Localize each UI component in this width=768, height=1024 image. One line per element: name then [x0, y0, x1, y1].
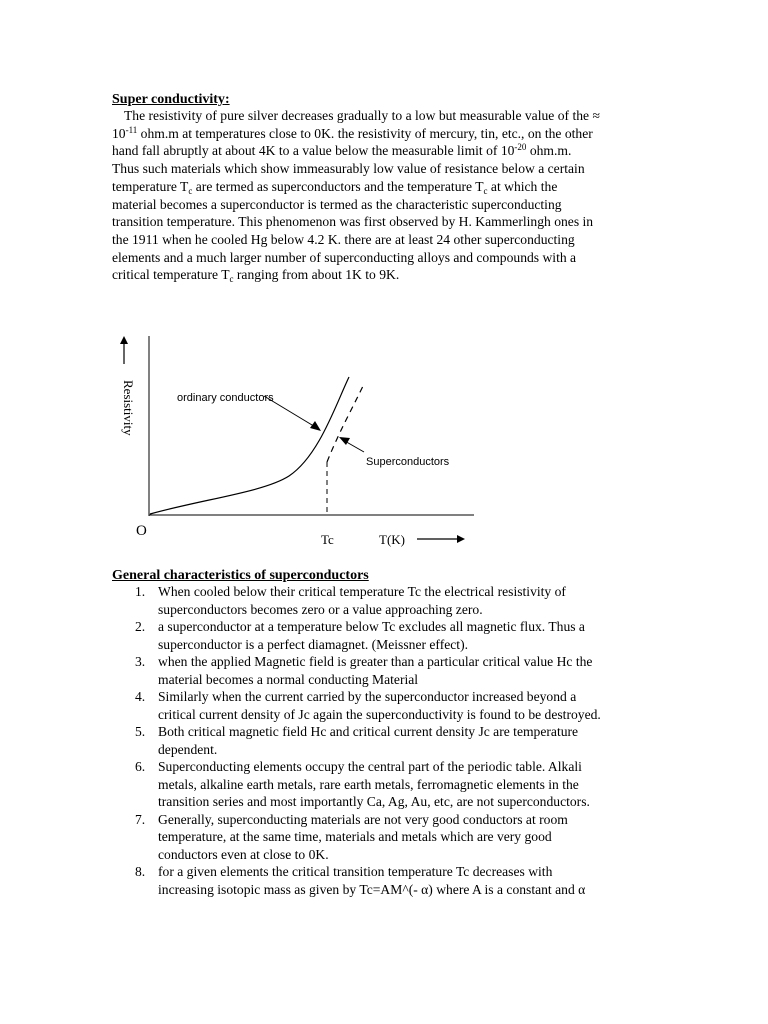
x-arrow-head [457, 535, 465, 543]
ordinary-pointer-head [310, 421, 321, 431]
paragraph-line: material becomes a superconductor is termed as the characteristic superconducting [112, 196, 562, 212]
section-heading-general: General characteristics of superconductors [112, 568, 369, 583]
list-item-text: conductors even at close to 0K. [158, 846, 329, 862]
list-item-text: dependent. [158, 741, 218, 757]
list-item [118, 723, 658, 758]
list-item-text: increasing isotopic mass as given by Tc=AM^(- α) where A is a constant and α [158, 881, 586, 897]
list-item-number: 5. [135, 724, 146, 739]
y-arrow-head [120, 336, 128, 344]
y-axis-label: Resistivity [121, 380, 136, 436]
list-item-text: Generally, superconducting materials are not very good conductors at room [158, 811, 568, 827]
paragraph-line: The resistivity of pure silver decreases gradually to a low but measurable value of the ≈ [124, 108, 600, 123]
ordinary-pointer-line [264, 396, 317, 428]
superconductors-label: Superconductors [366, 456, 450, 468]
list-item-text: when the applied Magnetic field is greater than a particular critical value Hc the [158, 654, 593, 669]
super-pointer-head [339, 437, 350, 445]
superconductor-curve [327, 384, 364, 462]
paragraph-line: the 1911 when he cooled Hg below 4.2 K. there are at least 24 other superconducting [112, 231, 575, 247]
list-item-text: superconductor is a perfect diamagnet. (Meissner effect). [158, 636, 469, 652]
paragraph-line: transition temperature. This phenomenon was first observed by H. Kammerlingh ones in [112, 214, 594, 230]
paragraph-line: $10^{-11}$ ohm.m at temperatures close to 0K. the resistivity of mercury, tin, etc., on the other [112, 124, 593, 141]
list-item-number: 7. [135, 811, 146, 827]
list-item-text: critical current density of Jc again the superconductivity is found to be destroyed. [158, 706, 601, 722]
list-item [118, 758, 658, 811]
list-item-text: transition series and most importantly Ca, Ag, Au, etc, are not superconductors. [158, 794, 590, 809]
ordinary-conductors-label: ordinary conductors [177, 392, 274, 404]
list-item-text: When cooled below their critical temperature Tc the electrical resistivity of [158, 584, 566, 599]
list-item-number: 2. [135, 619, 146, 634]
list-item-text: temperature, at the same time, materials and metals which are very good [158, 829, 552, 844]
list-item [118, 583, 658, 618]
list-item-text: Both critical magnetic field Hc and critical current density Jc are temperature [158, 724, 579, 739]
paragraph-line: Thus such materials which show immeasurably low value of resistance below a certain [112, 161, 585, 177]
paragraph-line: temperature $T_c$ are termed as superconductors and the temperature $T_c$ at which the [112, 178, 558, 196]
resistivity-vs-temperature-figure [114, 284, 494, 566]
list-item [118, 688, 658, 723]
section-title-text: Super conductivity [112, 92, 225, 107]
characteristics-list [118, 583, 658, 898]
list-item-number: 8. [135, 864, 146, 879]
list-item-number: 1. [135, 584, 146, 599]
list-item-text: material becomes a normal conducting Material [158, 671, 419, 687]
list-item-text: Similarly when the current carried by the superconductor increased beyond a [158, 689, 577, 704]
list-item [118, 863, 658, 898]
section-title-colon: : [224, 92, 230, 107]
list-item-text: superconductors becomes zero or a value approaching zero. [158, 601, 483, 617]
origin-label: O [136, 523, 147, 539]
intro-paragraph [112, 107, 657, 284]
paragraph-line: elements and a much larger number of superconducting alloys and compounds with a [112, 249, 577, 265]
list-item-number: 6. [135, 759, 146, 774]
section-title [112, 91, 230, 108]
paragraph-line: hand fall abruptly at about 4K to a value below the measurable limit of $10^{-20}$ ohm.m. [112, 142, 572, 159]
list-item-text: a superconductor at a temperature below Tc excludes all magnetic flux. Thus a [158, 619, 585, 634]
tc-label: Tc [321, 532, 334, 547]
list-item-number: 3. [135, 654, 146, 669]
list-item-text: for a given elements the critical transition temperature Tc decreases with [158, 864, 553, 879]
x-axis-label: T(K) [379, 532, 405, 547]
list-item-text: Superconducting elements occupy the central part of the periodic table. Alkali [158, 759, 582, 774]
list-item-number: 4. [135, 689, 146, 704]
list-item-text: metals, alkaline earth metals, rare earth metals, ferromagnetic elements in the [158, 776, 579, 792]
list-item [118, 653, 658, 688]
list-item [118, 618, 658, 653]
figure-svg [114, 284, 494, 566]
list-item [118, 811, 658, 864]
paragraph-line: critical temperature $T_c$ ranging from about 1K to 9K. [112, 267, 400, 285]
